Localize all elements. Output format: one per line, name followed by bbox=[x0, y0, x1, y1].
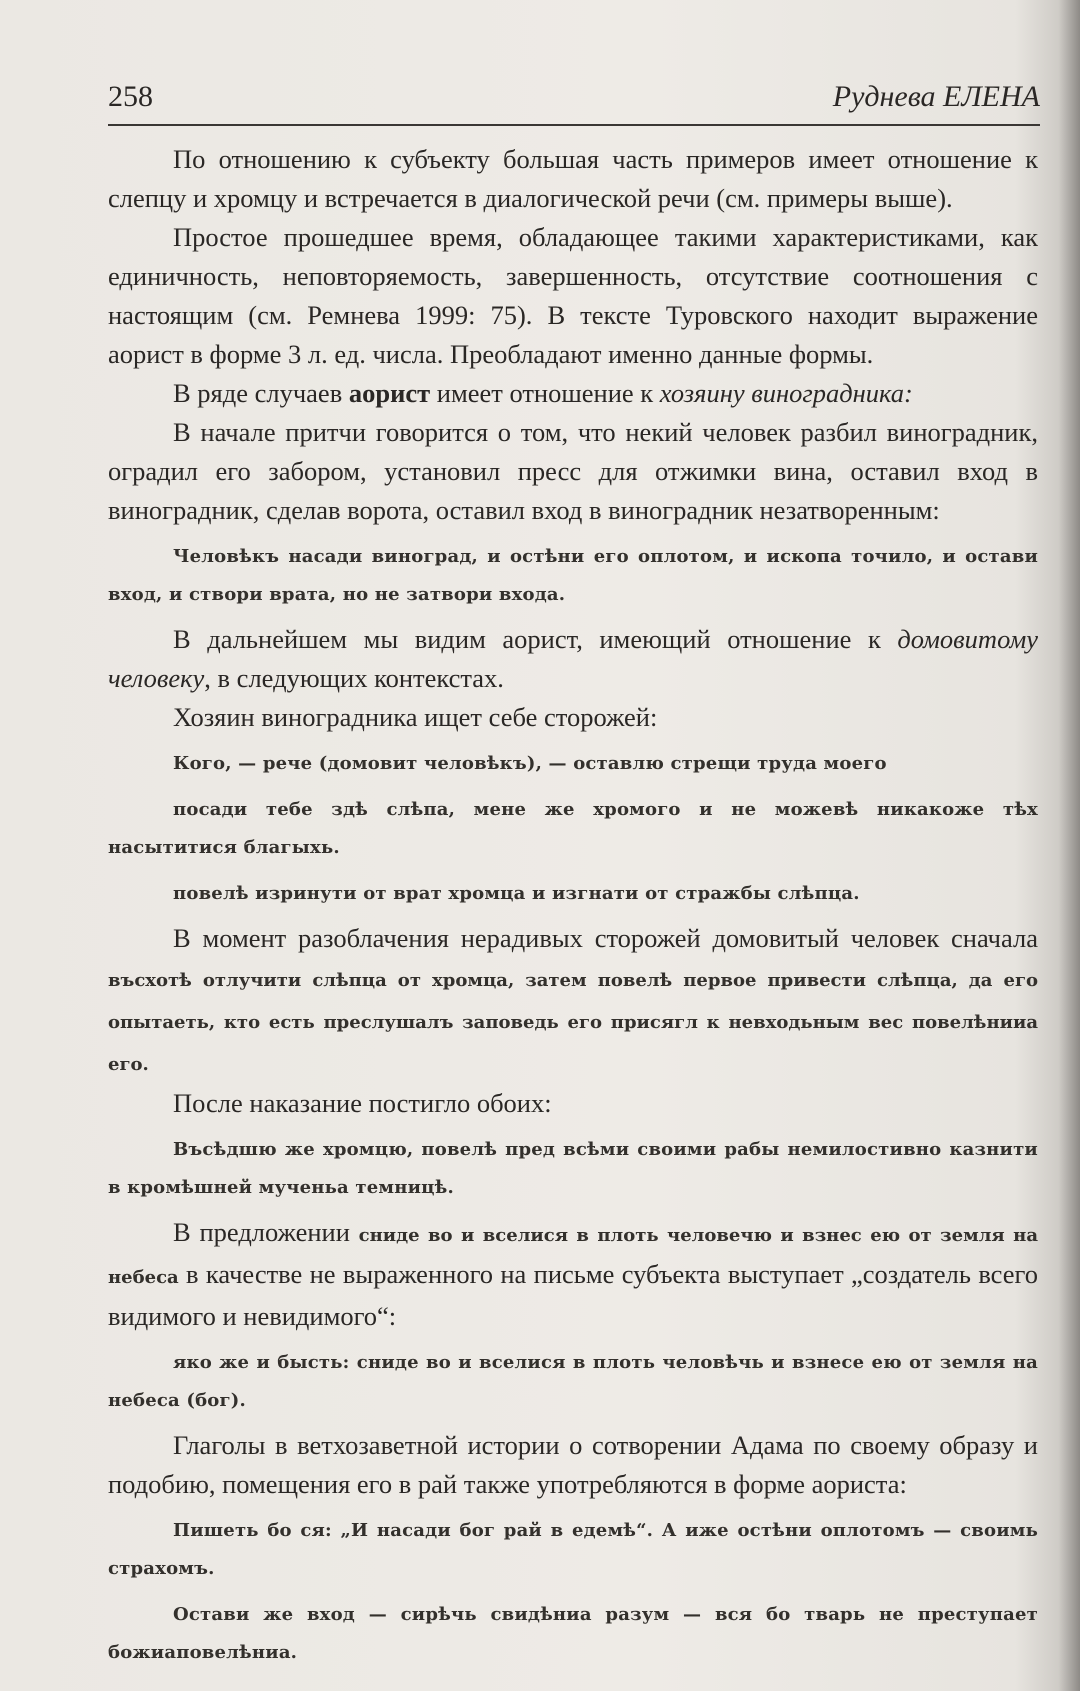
running-head: Руднева ЕЛЕНА bbox=[832, 80, 1040, 113]
old-slavonic-quote: посади тебе здѣ слѣпа, мене же хромого и не можевѣ никакоже тѣх насытитися благыхь. bbox=[108, 799, 1038, 858]
old-slavonic-inline: въсхотѣ отлучити слѣпца от хромца, затем повелѣ первое привести слѣпца, да его опытаеть, кто есть преслушалъ заповедь его присягл к невходьным вес повелѣнииа его. bbox=[108, 970, 1038, 1075]
old-slavonic-quote: Человѣкъ насади виноград, и остѣни его оплотом, и ископа точило, и остави вход, и створи врата, но не затвори входа. bbox=[108, 546, 1038, 605]
old-slavonic-quote: Въсѣдшю же хромцю, повелѣ пред всѣми своими рабы немилостивно казнити в кромѣшней мученьа темницѣ. bbox=[108, 1139, 1038, 1198]
old-slavonic-quote: Остави же вход — сирѣчь свидѣниа разум — вся бо тварь не преступает божиаповелѣниа. bbox=[108, 1604, 1038, 1663]
paragraph: Глаголы в ветхозаветной истории о сотворении Адама по своему образу и подобию, помещения его в рай также употребляются в форме аориста: bbox=[108, 1430, 1038, 1499]
text-run: В предложении bbox=[173, 1217, 359, 1247]
old-slavonic-quote: яко же и бысть: сниде во и вселися в плоть человѣчь и взнесе ею от земля на небеса (бог). bbox=[108, 1352, 1038, 1411]
italic-term: домовитому человеку bbox=[108, 624, 1038, 693]
old-slavonic-quote: Пишеть бо ся: „И насади бог рай в едемѣ“. А иже остѣни оплотомъ — своимь страхомъ. bbox=[108, 1520, 1038, 1579]
page-header bbox=[108, 76, 1040, 126]
old-slavonic-quote: Кого, — рече (домовит человѣкъ), — оставлю стрещи труда моего bbox=[173, 753, 887, 774]
italic-term: хозяину виноградника: bbox=[659, 378, 913, 408]
page-number: 258 bbox=[108, 80, 153, 113]
page-body bbox=[108, 140, 1038, 1678]
text-run: в качестве не выраженного на письме субъекта выступает „создатель всего видимого и невидимого“: bbox=[108, 1259, 1038, 1331]
paragraph: В начале притчи говорится о том, что некий человек разбил виноградник, оградил его забором, установил пресс для отжимки вина, оставил вход в виноградник, сделав ворота, оставил вход в виноградник незатворенным: bbox=[108, 417, 1038, 525]
text-run: В дальнейшем мы видим аорист, имеющий отношение к bbox=[173, 624, 898, 654]
paragraph bbox=[108, 374, 1038, 413]
paragraph: По отношению к субъекту большая часть примеров имеет отношение к слепцу и хромцу и встречается в диалогической речи (см. примеры выше). bbox=[108, 144, 1038, 213]
text-run: В момент разоблачения нерадивых сторожей домовитый человек сначала bbox=[173, 923, 1038, 953]
old-slavonic-inline: сниде во и вселися в плоть человечю и взнес ею от земля на небеса bbox=[108, 1225, 1038, 1288]
paragraph: После наказание постигло обоих: bbox=[173, 1088, 552, 1118]
text-run: , в следующих контекстах. bbox=[204, 663, 504, 693]
text-run: имеет отношение к bbox=[430, 378, 660, 408]
paragraph bbox=[108, 919, 1038, 1084]
bold-term: аорист bbox=[348, 378, 431, 408]
paragraph: Простое прошедшее время, обладающее такими характеристиками, как единичность, неповторяемость, завершенность, отсутствие соотношения с настоящим (см. Ремнева 1999: 75). В тексте Туровского находит выражение аорист в форме 3 л. ед. числа. Преобладают именно данные формы. bbox=[108, 222, 1038, 369]
paragraph: Хозяин виноградника ищет себе сторожей: bbox=[173, 702, 658, 732]
text-run: В ряде случаев bbox=[173, 378, 349, 408]
paragraph bbox=[108, 620, 1038, 698]
old-slavonic-quote: повелѣ изринути от врат хромца и изгнати от стражбы слѣпца. bbox=[173, 883, 860, 904]
paragraph bbox=[108, 1213, 1038, 1336]
